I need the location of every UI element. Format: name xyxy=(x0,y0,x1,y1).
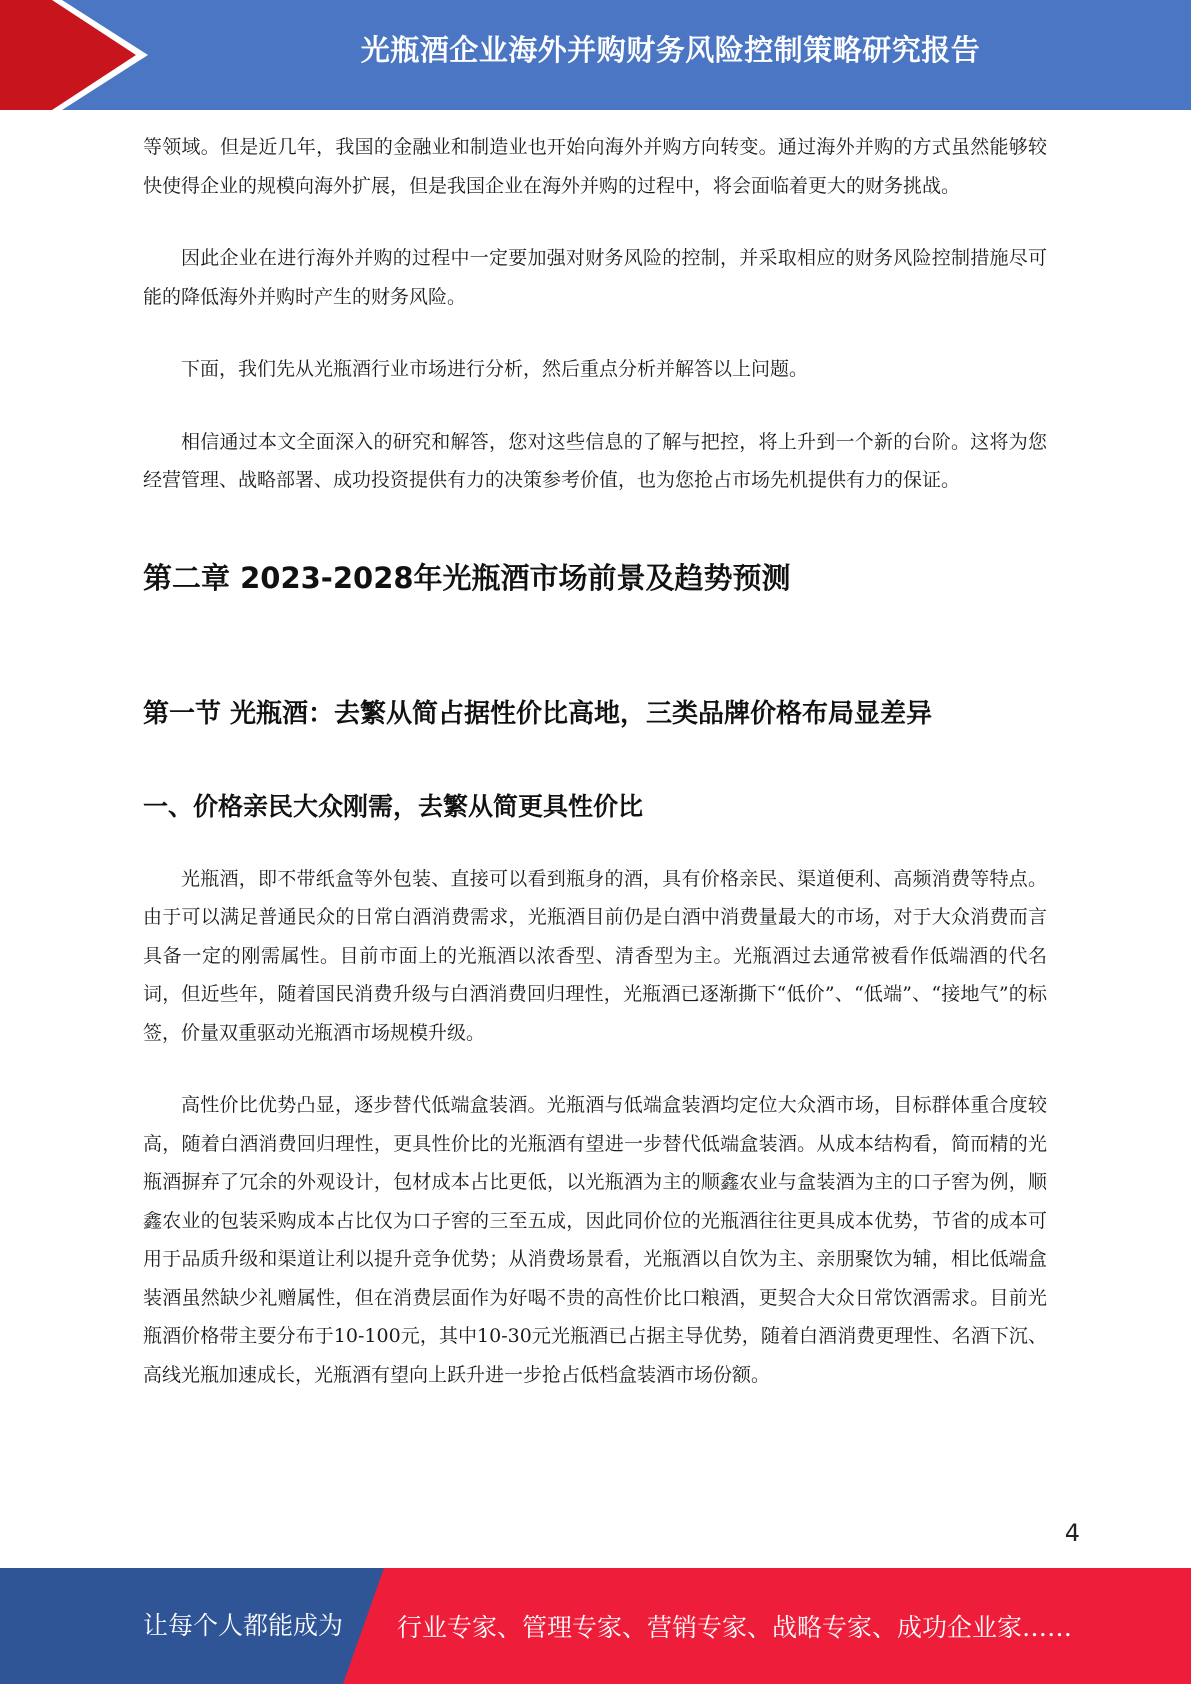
footer-slogan-left: 让每个人都能成为 xyxy=(143,1611,344,1640)
report-title: 光瓶酒企业海外并购财务风险控制策略研究报告 xyxy=(360,33,981,67)
report-body xyxy=(143,128,1047,1394)
paragraph: 高性价比优势凸显，逐步替代低端盒装酒。光瓶酒与低端盒装酒均定位大众酒市场，目标群体重合度较高，随着白酒消费回归理性，更具性价比的光瓶酒有望进一步替代低端盒装酒。从成本结构看，简而精的光瓶酒摒弃了冗余的外观设计，包材成本占比更低，以光瓶酒为主的顺鑫农业与盒装酒为主的口子窖为例，顺鑫农业的包装采购成本占比仅为口子窖的三至五成，因此同价位的光瓶酒往往更具成本优势，节省的成本可用于品质升级和渠道让利以提升竞争优势；从消费场景看，光瓶酒以自饮为主、亲朋聚饮为辅，相比低端盒装酒虽然缺少礼赠属性，但在消费层面作为好喝不贵的高性价比口粮酒，更契合大众日常饮酒需求。目前光瓶酒价格带主要分布于10-100元，其中10-30元光瓶酒已占据主导优势，随着白酒消费更理性、名酒下沉、高线光瓶加速成长，光瓶酒有望向上跃升进一步抢占低档盒装酒市场份额。 xyxy=(143,1094,1047,1386)
paragraph: 等领域。但是近几年，我国的金融业和制造业也开始向海外并购方向转变。通过海外并购的方式虽然能够较快使得企业的规模向海外扩展，但是我国企业在海外并购的过程中，将会面临着更大的财务挑战。 xyxy=(143,136,1047,197)
paragraph: 光瓶酒，即不带纸盒等外包装、直接可以看到瓶身的酒，具有价格亲民、渠道便利、高频消费等特点。由于可以满足普通民众的日常白酒消费需求，光瓶酒目前仍是白酒中消费量最大的市场，对于大众消费而言具备一定的刚需属性。目前市面上的光瓶酒以浓香型、清香型为主。光瓶酒过去通常被看作低端酒的代名词，但近些年，随着国民消费升级与白酒消费回归理性，光瓶酒已逐渐撕下“低价”、“低端”、“接地气”的标签，价量双重驱动光瓶酒市场规模升级。 xyxy=(143,867,1047,1044)
page-footer xyxy=(0,1568,1191,1684)
paragraph: 相信通过本文全面深入的研究和解答，您对这些信息的了解与把控，将上升到一个新的台阶。这将为您经营管理、战略部署、成功投资提供有力的决策参考价值，也为您抢占市场先机提供有力的保证。 xyxy=(143,430,1047,491)
subsection-heading: 一、价格亲民大众刚需，去繁从简更具性价比 xyxy=(143,791,644,821)
paragraph: 下面，我们先从光瓶酒行业市场进行分析，然后重点分析并解答以上问题。 xyxy=(181,358,809,380)
footer-slogan-right: 行业专家、管理专家、营销专家、战略专家、成功企业家…… xyxy=(397,1613,1073,1642)
page-number: 4 xyxy=(1064,1519,1080,1547)
header-arrow-decoration xyxy=(0,0,160,110)
section-heading: 第一节 光瓶酒：去繁从简占据性价比高地，三类品牌价格布局显差异 xyxy=(143,698,933,729)
page-header xyxy=(0,0,1191,110)
paragraph: 因此企业在进行海外并购的过程中一定要加强对财务风险的控制，并采取相应的财务风险控制措施尽可能的降低海外并购时产生的财务风险。 xyxy=(143,247,1047,308)
chapter-heading: 第二章 2023-2028年光瓶酒市场前景及趋势预测 xyxy=(143,560,791,595)
